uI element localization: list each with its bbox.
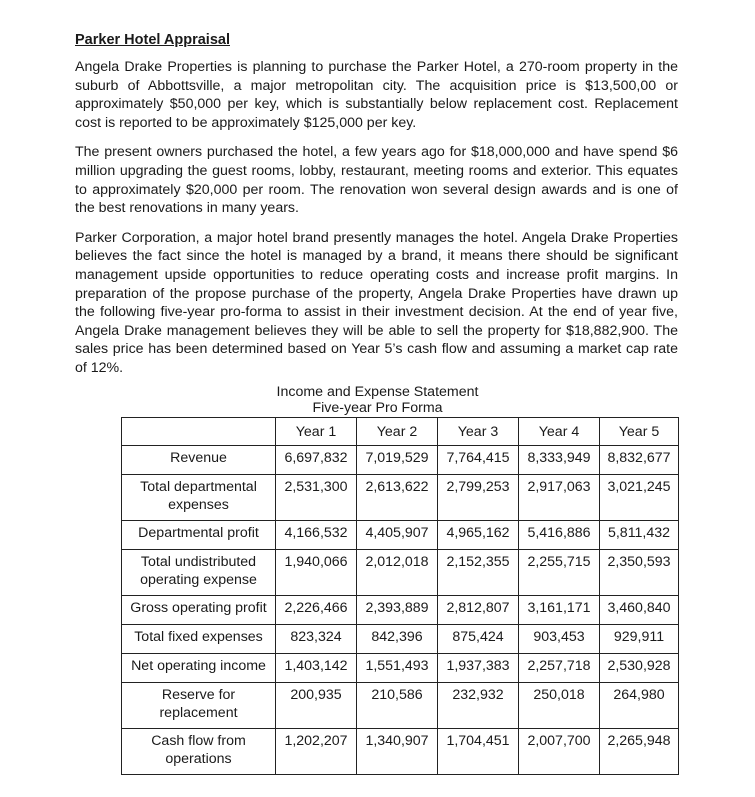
table-row bbox=[122, 729, 679, 775]
cell-value: 1,340,907 bbox=[357, 729, 438, 775]
cell-value: 7,764,415 bbox=[438, 446, 519, 475]
cell-value: 2,799,253 bbox=[438, 475, 519, 521]
cell-value: 8,832,677 bbox=[600, 446, 679, 475]
header-blank bbox=[122, 418, 276, 446]
cell-value: 2,917,063 bbox=[519, 475, 600, 521]
table-row bbox=[122, 625, 679, 654]
header-year-1: Year 1 bbox=[276, 418, 357, 446]
header-year-5: Year 5 bbox=[600, 418, 679, 446]
cell-value: 2,255,715 bbox=[519, 550, 600, 596]
cell-value: 8,333,949 bbox=[519, 446, 600, 475]
table-row bbox=[122, 521, 679, 550]
table-caption bbox=[0, 384, 755, 416]
cell-value: 823,324 bbox=[276, 625, 357, 654]
cell-value: 1,704,451 bbox=[438, 729, 519, 775]
row-label: Net operating income bbox=[122, 654, 276, 683]
cell-value: 2,350,593 bbox=[600, 550, 679, 596]
cell-value: 1,403,142 bbox=[276, 654, 357, 683]
paragraph-renovation: The present owners purchased the hotel, a few years ago for $18,000,000 and have spend $6 million upgrading the guest rooms, lobby, restaurant, meeting rooms and exterior. This equates to approximately $20,000 per room. The renovation won several design awards and is one of the best renovations in many years. bbox=[75, 144, 678, 217]
cell-value: 2,265,948 bbox=[600, 729, 679, 775]
document-body bbox=[75, 32, 678, 389]
table-row bbox=[122, 654, 679, 683]
row-label: Departmental profit bbox=[122, 521, 276, 550]
cell-value: 232,932 bbox=[438, 683, 519, 729]
cell-value: 3,021,245 bbox=[600, 475, 679, 521]
income-statement-table bbox=[121, 417, 679, 775]
table-row bbox=[122, 446, 679, 475]
row-label: Total departmental expenses bbox=[122, 475, 276, 521]
cell-value: 2,812,807 bbox=[438, 596, 519, 625]
table-row bbox=[122, 596, 679, 625]
cell-value: 5,416,886 bbox=[519, 521, 600, 550]
cell-value: 264,980 bbox=[600, 683, 679, 729]
cell-value: 6,697,832 bbox=[276, 446, 357, 475]
cell-value: 3,161,171 bbox=[519, 596, 600, 625]
cell-value: 903,453 bbox=[519, 625, 600, 654]
header-year-2: Year 2 bbox=[357, 418, 438, 446]
row-label: Reserve for replacement bbox=[122, 683, 276, 729]
cell-value: 929,911 bbox=[600, 625, 679, 654]
cell-value: 1,202,207 bbox=[276, 729, 357, 775]
table-row bbox=[122, 683, 679, 729]
cell-value: 2,531,300 bbox=[276, 475, 357, 521]
page-title: Parker Hotel Appraisal bbox=[75, 32, 230, 48]
cell-value: 2,152,355 bbox=[438, 550, 519, 596]
cell-value: 2,530,928 bbox=[600, 654, 679, 683]
cell-value: 842,396 bbox=[357, 625, 438, 654]
cell-value: 4,166,532 bbox=[276, 521, 357, 550]
cell-value: 2,613,622 bbox=[357, 475, 438, 521]
cell-value: 875,424 bbox=[438, 625, 519, 654]
row-label: Cash flow from operations bbox=[122, 729, 276, 775]
cell-value: 250,018 bbox=[519, 683, 600, 729]
cell-value: 1,940,066 bbox=[276, 550, 357, 596]
cell-value: 2,012,018 bbox=[357, 550, 438, 596]
cell-value: 7,019,529 bbox=[357, 446, 438, 475]
row-label: Total undistributed operating expense bbox=[122, 550, 276, 596]
cell-value: 3,460,840 bbox=[600, 596, 679, 625]
table-row bbox=[122, 475, 679, 521]
cell-value: 210,586 bbox=[357, 683, 438, 729]
cell-value: 2,007,700 bbox=[519, 729, 600, 775]
cell-value: 1,551,493 bbox=[357, 654, 438, 683]
paragraph-management: Parker Corporation, a major hotel brand presently manages the hotel. Angela Drake Properties believes the fact since the hotel is managed by a brand, it means there should be significant management upside opportunities to reduce operating costs and increase profit margins. In preparation of the propose purchase of the property, Angela Drake Properties have drawn up the following five-year pro-forma to assist in their investment decision. At the end of year five, Angela Drake management believes they will be able to sell the property for $18,882,900. The sales price has been determined based on Year 5’s cash flow and assuming a market cap rate of 12%. bbox=[75, 229, 678, 376]
header-year-4: Year 4 bbox=[519, 418, 600, 446]
statement-title: Income and Expense Statement bbox=[276, 384, 479, 400]
statement-subtitle: Five-year Pro Forma bbox=[312, 400, 443, 416]
table-header-row bbox=[122, 418, 679, 446]
row-label: Gross operating profit bbox=[122, 596, 276, 625]
cell-value: 4,405,907 bbox=[357, 521, 438, 550]
row-label: Total fixed expenses bbox=[122, 625, 276, 654]
table-row bbox=[122, 550, 679, 596]
cell-value: 200,935 bbox=[276, 683, 357, 729]
cell-value: 2,226,466 bbox=[276, 596, 357, 625]
cell-value: 2,393,889 bbox=[357, 596, 438, 625]
cell-value: 4,965,162 bbox=[438, 521, 519, 550]
cell-value: 1,937,383 bbox=[438, 654, 519, 683]
cell-value: 5,811,432 bbox=[600, 521, 679, 550]
paragraph-acquisition: Angela Drake Properties is planning to purchase the Parker Hotel, a 270-room property in the suburb of Abbottsville, a major metropolitan city. The acquisition price is $13,500,00 or approximately $50,000 per key, which is substantially below replacement cost. Replacement cost is reported to be approximately $125,000 per key. bbox=[75, 59, 678, 131]
header-year-3: Year 3 bbox=[438, 418, 519, 446]
cell-value: 2,257,718 bbox=[519, 654, 600, 683]
row-label: Revenue bbox=[122, 446, 276, 475]
